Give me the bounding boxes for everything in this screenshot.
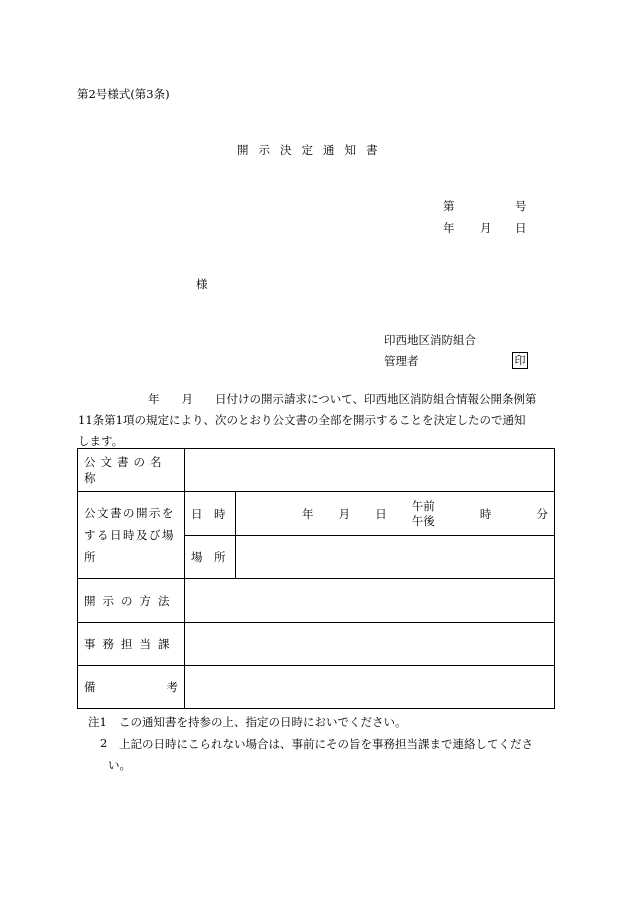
- table-row: [78, 623, 555, 666]
- dt-year: 年: [302, 506, 314, 521]
- issuer-role: 管理者: [384, 354, 419, 368]
- remarks-label: 備 考: [78, 666, 185, 709]
- table-row: [78, 666, 555, 709]
- doc-name-label: 公文書の名称: [78, 449, 185, 492]
- body-month: 月: [181, 392, 193, 406]
- date-day: 日: [515, 221, 527, 235]
- body-line-3: します。: [78, 434, 124, 448]
- office-value: [185, 623, 555, 666]
- note-2-text-b: い。: [108, 758, 131, 772]
- dt-day: 日: [375, 506, 387, 521]
- body-line-2: 11条第1項の規定により、次のとおり公文書の全部を開示することを決定したので通知: [78, 413, 526, 427]
- dt-hour: 時: [479, 506, 492, 521]
- table-row: [78, 492, 555, 536]
- table-row: [78, 449, 555, 492]
- document-title: 開示決定通知書: [237, 143, 388, 157]
- dt-minute: 分: [536, 506, 548, 521]
- datetime-value: [236, 492, 555, 536]
- note-2-mark: 2: [100, 736, 108, 750]
- method-value: [185, 579, 555, 623]
- note-2-text-a: 上記の日時にこられない場合は、事前にその旨を事務担当課まで連絡してくださ: [119, 737, 533, 751]
- seal-label: 印: [512, 352, 528, 369]
- issuer-org: 印西地区消防組合: [384, 333, 476, 347]
- note-1-mark: 注1: [88, 715, 107, 729]
- date-month: 月: [480, 221, 492, 235]
- note-1-text: この通知書を持参の上、指定の日時においでください。: [119, 715, 407, 729]
- body-paragraph: [78, 389, 558, 452]
- disclosure-table: [77, 448, 555, 709]
- body-year: 年: [148, 392, 160, 406]
- am-pm: 午前 午後: [411, 498, 435, 528]
- dt-month: 月: [338, 506, 351, 521]
- addressee-suffix: 様: [196, 277, 208, 291]
- office-label: 事務担当課: [78, 623, 185, 666]
- body-line-1: [88, 389, 558, 410]
- remarks-value: [185, 666, 555, 709]
- method-label: 開示の方法: [78, 579, 185, 623]
- doc-number-suffix: 号: [515, 199, 527, 213]
- doc-name-value: [185, 449, 555, 492]
- table-row: [78, 579, 555, 623]
- place-label: 場 所: [185, 536, 236, 579]
- doc-number-prefix: 第: [443, 199, 455, 213]
- form-number: 第2号様式(第3条): [77, 87, 170, 101]
- date-year: 年: [443, 221, 455, 235]
- body-text-1: 日付けの開示請求について、印西地区消防組合情報公開条例第: [215, 392, 537, 406]
- datetime-label: 日 時: [185, 492, 236, 536]
- seal-mark: [512, 352, 528, 369]
- place-value: [236, 536, 555, 579]
- schedule-label: 公文書の開示を する日時及び場 所: [78, 492, 185, 579]
